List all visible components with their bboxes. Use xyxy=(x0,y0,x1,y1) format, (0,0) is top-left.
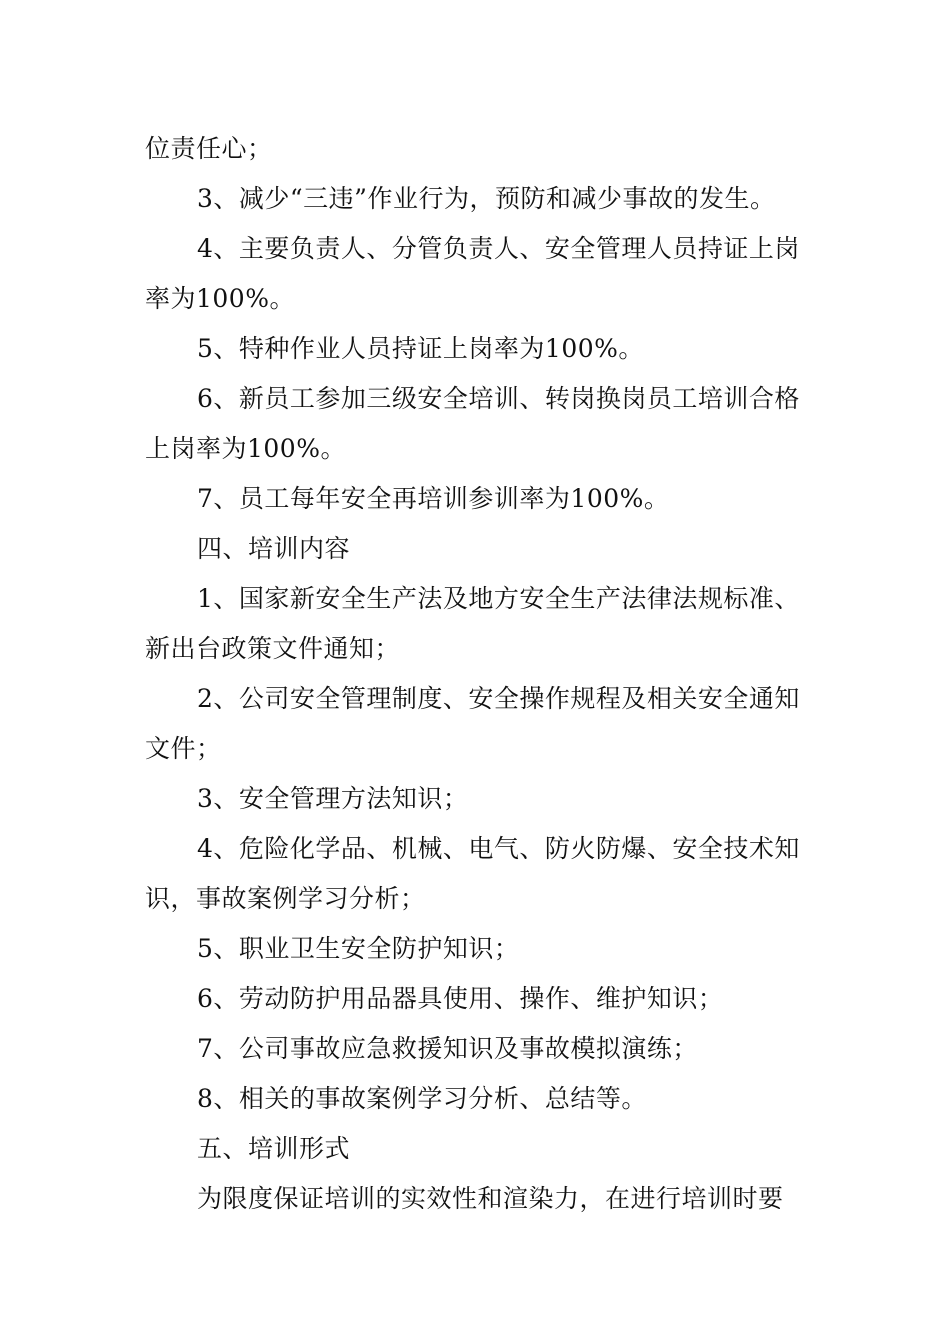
section-heading: 四、培训内容 xyxy=(197,534,351,563)
text-line: 2、公司安全管理制度、安全操作规程及相关安全通知 xyxy=(197,684,800,713)
document-body xyxy=(145,124,815,1224)
text-line: 1、国家新安全生产法及地方安全生产法律法规标准、 xyxy=(197,584,800,613)
text-line: 7、员工每年安全再培训参训率为100%。 xyxy=(197,484,670,513)
text-line: 6、劳动防护用品器具使用、操作、维护知识； xyxy=(197,984,724,1013)
text-line: 识，事故案例学习分析； xyxy=(145,884,426,913)
text-line: 率为100%。 xyxy=(145,284,295,313)
text-line: 上岗率为100%。 xyxy=(145,434,346,463)
text-line: 6、新员工参加三级安全培训、转岗换岗员工培训合格 xyxy=(197,384,800,413)
text-line: 位责任心； xyxy=(145,134,273,163)
text-line: 5、特种作业人员持证上岗率为100%。 xyxy=(197,334,644,363)
text-line: 3、减少“三违”作业行为，预防和减少事故的发生。 xyxy=(197,184,776,213)
text-line: 4、危险化学品、机械、电气、防火防爆、安全技术知 xyxy=(197,834,800,863)
text-line: 3、安全管理方法知识； xyxy=(197,784,469,813)
text-line: 8、相关的事故案例学习分析、总结等。 xyxy=(197,1084,647,1113)
section-heading: 五、培训形式 xyxy=(197,1134,351,1163)
text-line: 新出台政策文件通知； xyxy=(145,634,401,663)
text-line: 为限度保证培训的实效性和渲染力，在进行培训时要 xyxy=(197,1184,784,1213)
text-line: 5、职业卫生安全防护知识； xyxy=(197,934,520,963)
text-line: 4、主要负责人、分管负责人、安全管理人员持证上岗 xyxy=(197,234,800,263)
text-line: 7、公司事故应急救援知识及事故模拟演练； xyxy=(197,1034,698,1063)
text-line: 文件； xyxy=(145,734,222,763)
